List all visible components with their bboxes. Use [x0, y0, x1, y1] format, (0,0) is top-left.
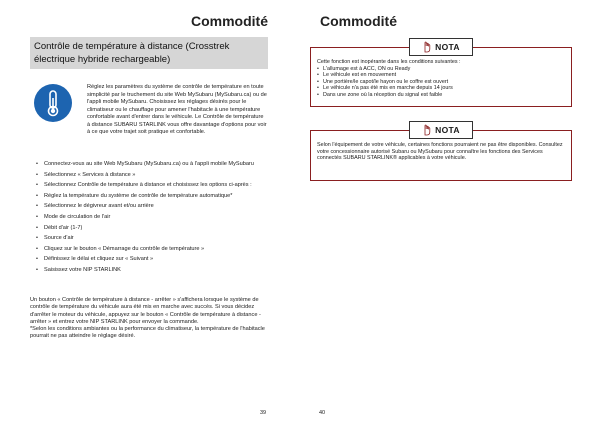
bullet: •	[36, 266, 38, 273]
left-page	[30, 0, 268, 430]
section-title: Contrôle de température à distance (Crosstrek électrique hybride rechargeable)	[30, 37, 268, 69]
bullet: •	[36, 182, 38, 189]
list-item	[317, 66, 565, 73]
list-item	[317, 85, 565, 92]
step-text: Saisissez votre NIP STARLINK	[44, 266, 121, 273]
bullet: •	[36, 224, 38, 231]
outro-text: Un bouton « Contrôle de température à distance - arrêter » s'affichera lorsque le système de contrôle de température du véhicule aura été mis en marche avec succès. Si vous décidez d'arrêter le moteur du véhicule, appuyez sur le bouton « Contrôle de température à distance - arrêter » et entrez votre NIP STARLINK pour envoyer la commande.	[30, 297, 261, 325]
list-item	[317, 72, 565, 79]
nota-label: NOTA	[435, 125, 460, 135]
list-item	[30, 172, 268, 179]
list-item	[30, 182, 268, 189]
step-text: Cliquez sur le bouton « Démarrage du contrôle de température »	[44, 245, 205, 252]
list-item	[317, 79, 565, 86]
nota-tab	[409, 38, 473, 56]
bullet: •	[36, 245, 38, 252]
list-item	[30, 193, 268, 200]
page-number: 40	[319, 410, 326, 416]
bullet: •	[36, 203, 38, 210]
page-title: Commodité	[191, 13, 268, 29]
nota-item-text: Le véhicule est en mouvement	[323, 72, 397, 79]
step-text: Source d'air	[44, 235, 74, 242]
bullet: •	[36, 161, 38, 167]
nota-tab	[409, 121, 473, 139]
bullet: •	[36, 171, 38, 178]
outro-block	[30, 297, 268, 341]
step-text: Sélectionnez « Services à distance »	[44, 171, 136, 178]
nota-item-text: Une portière/le capot/le hayon ou le coffre est ouvert	[323, 78, 449, 85]
nota-list	[317, 66, 565, 99]
nota-item-text: L'allumage est à ACC, ON ou Ready	[323, 65, 411, 72]
list-item	[30, 267, 268, 274]
nota-body	[317, 142, 565, 162]
hand-icon	[422, 41, 432, 53]
nota-item-text: Dans une zone où la réception du signal est faible	[323, 91, 443, 98]
bullet: •	[317, 91, 319, 98]
list-item	[30, 235, 268, 242]
list-item	[30, 214, 268, 221]
list-item	[30, 256, 268, 263]
nota-lead: Cette fonction est inopérante dans les conditions suivantes :	[317, 59, 461, 65]
bullet: •	[317, 65, 319, 72]
step-text: Mode de circulation de l'air	[44, 213, 111, 220]
right-page	[310, 0, 572, 430]
page-title: Commodité	[320, 13, 397, 29]
thermometer-icon	[34, 84, 72, 122]
bullet: •	[317, 78, 319, 85]
bullet: •	[36, 213, 38, 220]
step-text: Réglez la température du système de contrôle de température automatique*	[44, 192, 233, 199]
bullet: •	[36, 235, 38, 242]
list-item	[30, 225, 268, 232]
bullet: •	[36, 256, 38, 263]
thermometer-badge	[34, 84, 72, 122]
steps-list	[30, 161, 268, 278]
bullet: •	[317, 72, 319, 79]
list-item	[317, 92, 565, 99]
step-text: Débit d'air (1-7)	[44, 224, 83, 231]
nota-item-text: Le véhicule n'a pas été mis en marche depuis 14 jours	[323, 85, 453, 92]
step-text: Sélectionnez le dégivreur avant et/ou arrière	[44, 203, 154, 210]
nota-box	[310, 42, 572, 107]
step-text: Connectez-vous au site Web MySubaru (MySubaru.ca) ou à l'appli mobile MySubaru	[44, 161, 254, 167]
step-text: Sélectionnez Contrôle de température à distance et choisissez les options ci-après :	[44, 182, 252, 189]
step-text: Définissez le délai et cliquez sur « Suivant »	[44, 256, 154, 263]
intro-text: Réglez les paramètres du système de contrôle de température en toute simplicité par le truchement du site Web MySubaru (MySubaru.ca) ou de l'appli mobile MySubaru. Choisissez les réglages désirés pour le climatiseur ou le chauffage pour amener l'habitacle à une température confortable avant d'entrer dans le véhicule. Le Contrôle de température à distance SUBARU STARLINK vous offre davantage d'options pour voir à ce que votre trajet soit pratique et confortable.	[87, 84, 267, 135]
bullet: •	[317, 85, 319, 92]
hand-icon	[422, 124, 432, 136]
nota-label: NOTA	[435, 42, 460, 52]
page-number: 39	[260, 410, 267, 416]
list-item	[30, 246, 268, 253]
list-item	[30, 203, 268, 210]
bullet: •	[36, 192, 38, 199]
footnote-text: *Selon les conditions ambiantes ou la performance du climatiseur, la température de l'habitacle pourrait ne pas atteindre le réglage désiré.	[30, 326, 265, 340]
nota-text: Selon l'équipement de votre véhicule, certaines fonctions pourraient ne pas être disponibles. Consultez votre concessionnaire autorisé Subaru ou MySubaru pour connaître les fonctions des Services connectés SUBARU STARLINK® applicables à votre véhicule.	[317, 142, 563, 162]
list-item	[30, 161, 268, 168]
nota-box	[310, 125, 572, 181]
nota-body	[317, 59, 565, 99]
